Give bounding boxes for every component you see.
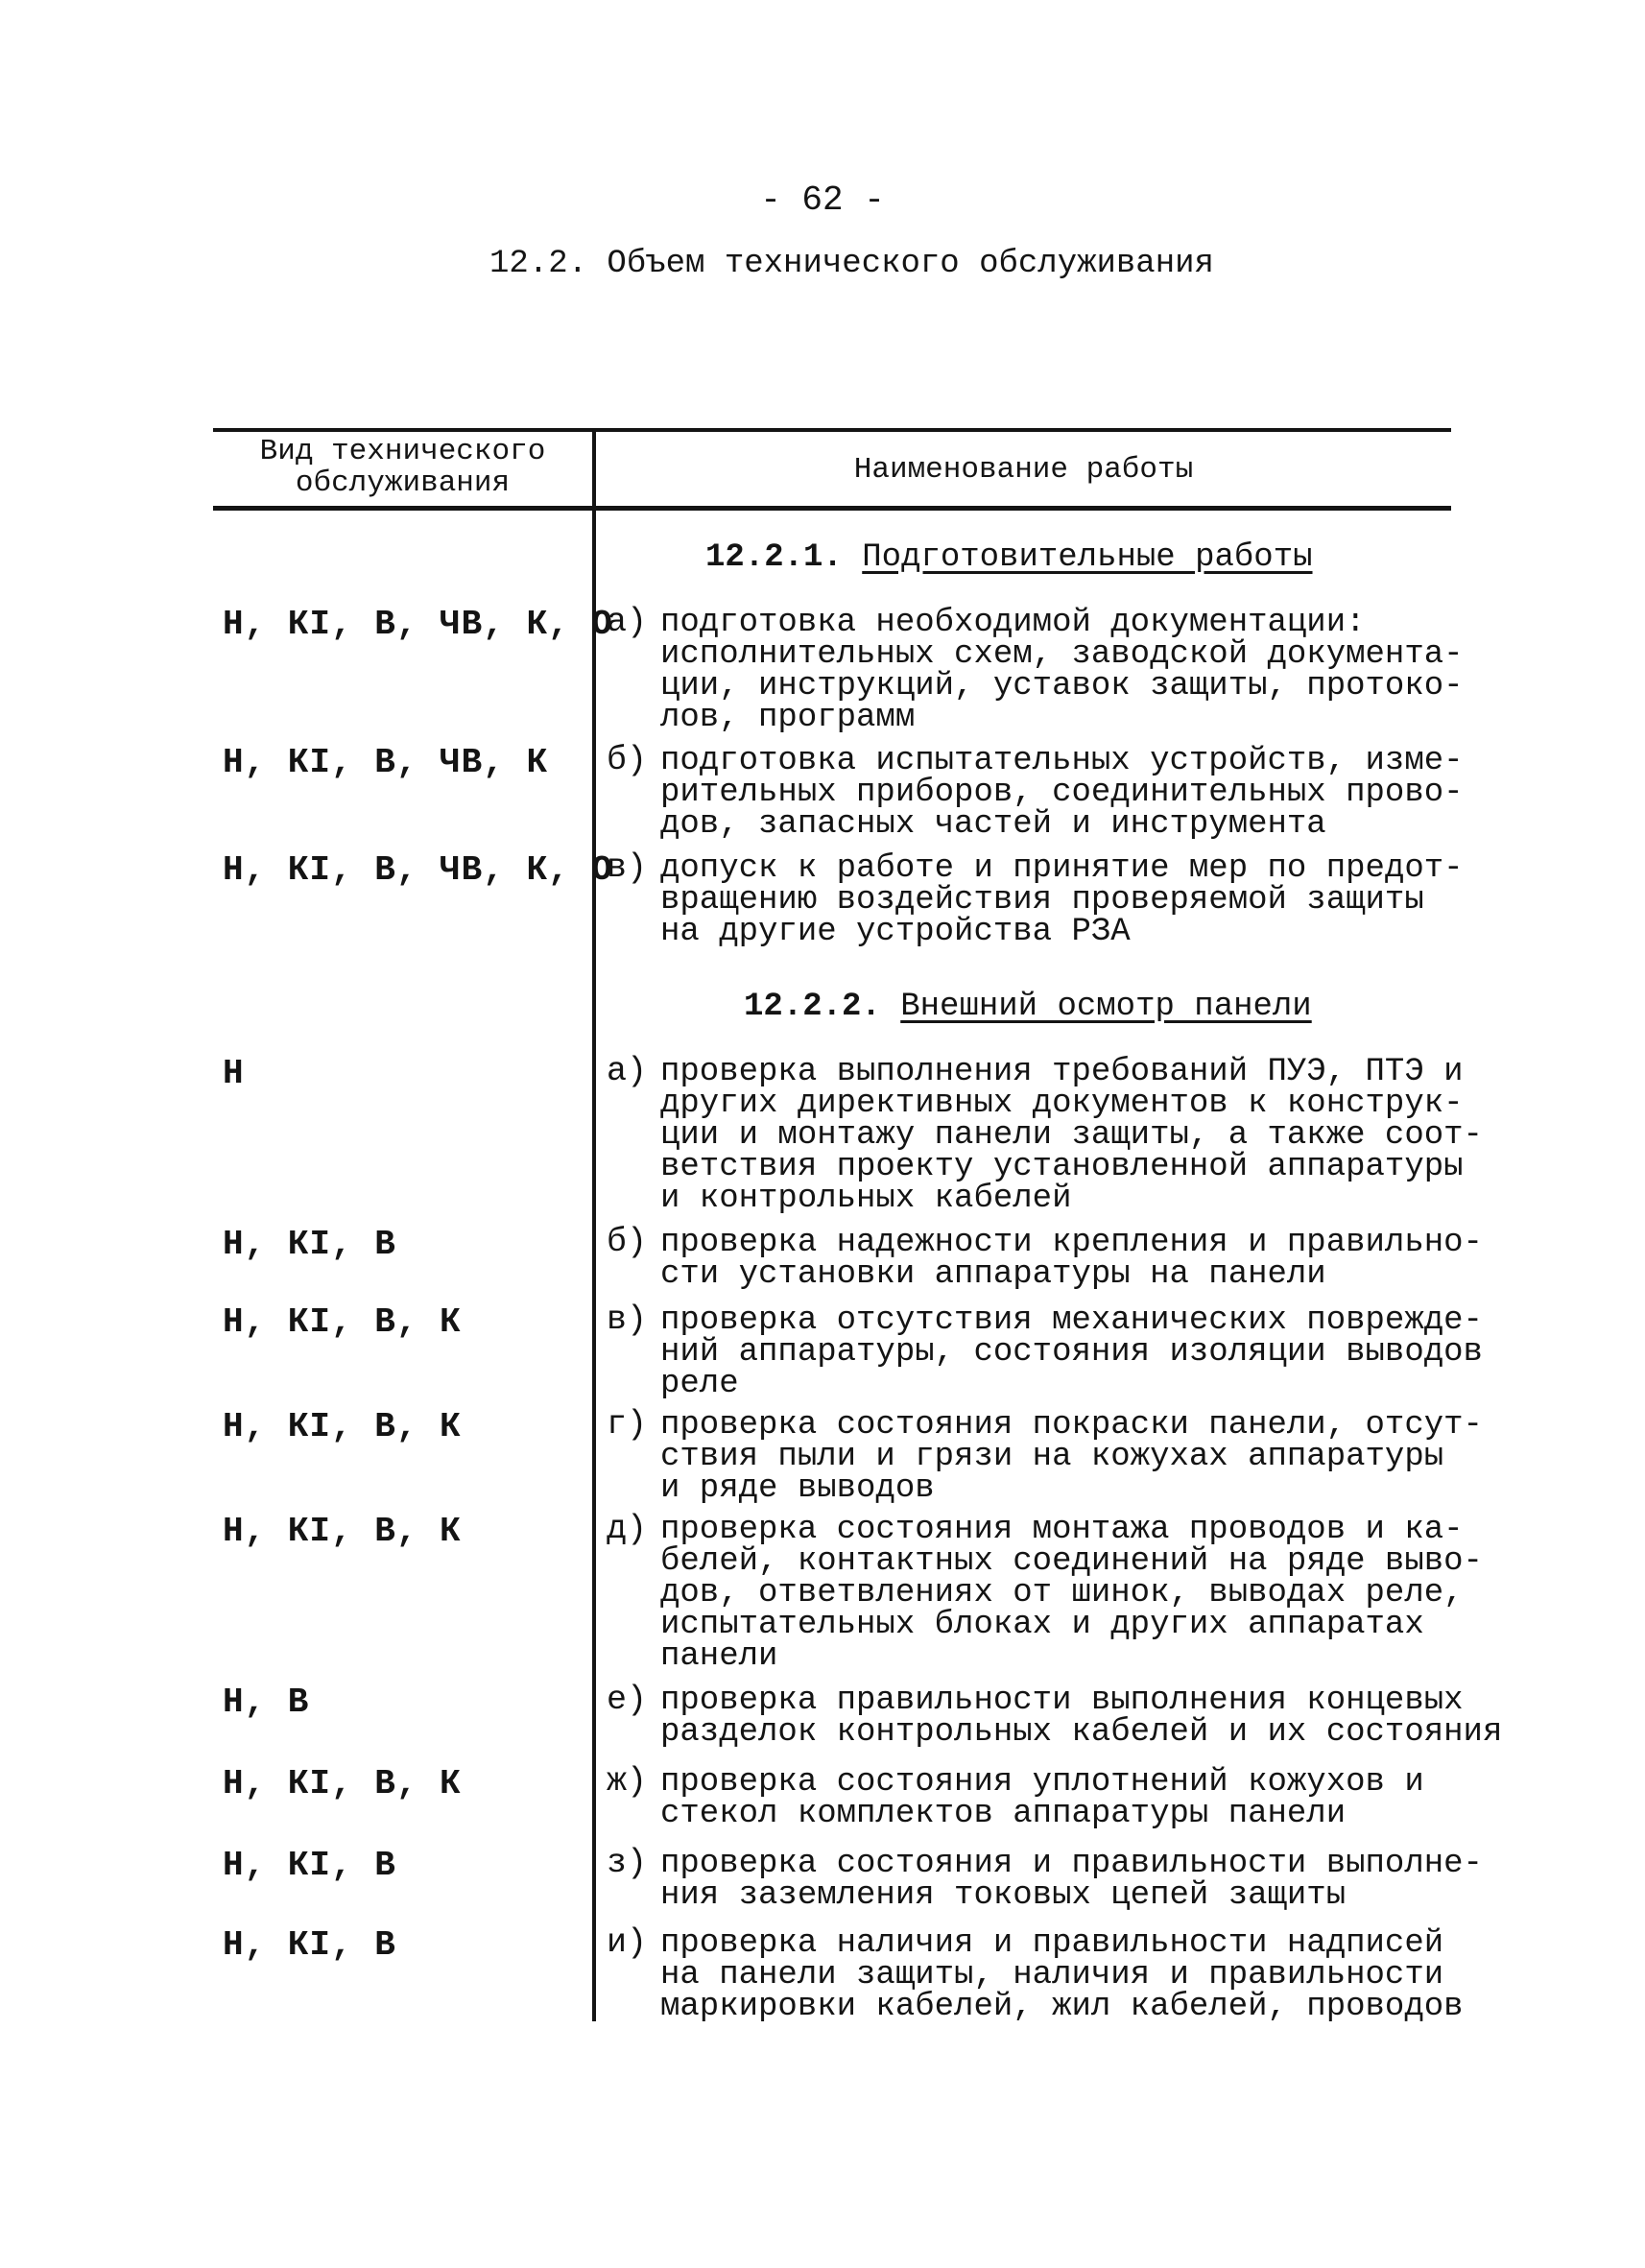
item-text-line: проверка выполнения требований ПУЭ, ПТЭ и xyxy=(660,1054,1464,1090)
work-item xyxy=(607,1844,1483,1914)
item-text-line: и контрольных кабелей xyxy=(660,1181,1072,1217)
work-item xyxy=(607,1510,1483,1675)
item-text-line: дов, запасных частей и инструмента xyxy=(660,806,1326,843)
table-column-divider xyxy=(592,428,596,2021)
item-text-line: на панели защиты, наличия и правильности xyxy=(660,1957,1444,1993)
item-text-line: проверка отсутствия механических поврежде- xyxy=(660,1302,1483,1339)
item-letter: г) xyxy=(607,1405,648,1444)
item-text-line: проверка состояния покраски панели, отсут- xyxy=(660,1407,1483,1444)
maintenance-types: Н, КI, В, К xyxy=(223,1764,462,1803)
item-letter: б) xyxy=(607,1223,648,1261)
item-letter: и) xyxy=(607,1923,648,1962)
item-text-line: ния заземления токовых цепей защиты xyxy=(660,1877,1347,1914)
item-text-line: допуск к работе и принятие мер по предот- xyxy=(660,850,1464,887)
subsection-number: 12.2.2. xyxy=(744,989,881,1025)
work-item xyxy=(607,741,1470,843)
maintenance-types: Н, КI, В xyxy=(223,1225,396,1264)
maintenance-types: Н, КI, В, К xyxy=(223,1512,462,1551)
maintenance-types: Н, КI, В xyxy=(223,1846,396,1885)
work-item xyxy=(607,1052,1483,1217)
item-text-line: проверка правильности выполнения концевых xyxy=(660,1683,1464,1719)
item-text-line: маркировки кабелей, жил кабелей, проводов xyxy=(660,1989,1464,2025)
item-text-line: подготовка испытательных устройств, изме- xyxy=(660,743,1464,779)
item-text-line: ний аппаратуры, состояния изоляции выводов xyxy=(660,1334,1483,1371)
item-text-line: подготовка необходимой документации: xyxy=(660,605,1366,641)
item-text-line: и ряде выводов xyxy=(660,1470,935,1507)
item-text-line: других директивных документов к конструк- xyxy=(660,1086,1464,1122)
item-text-line: на другие устройства РЗА xyxy=(660,914,1131,950)
item-text-line: рительных приборов, соединительных прово- xyxy=(660,775,1464,811)
work-item xyxy=(607,603,1470,736)
item-text-line: сти установки аппаратуры на панели xyxy=(660,1256,1326,1293)
item-letter: а) xyxy=(607,1052,648,1090)
item-text-line: проверка состояния уплотнений кожухов и xyxy=(660,1764,1424,1801)
subsection-heading xyxy=(744,989,1312,1025)
item-letter: б) xyxy=(607,741,648,779)
page-number: - 62 - xyxy=(760,180,885,220)
maintenance-types: Н, КI, В, К xyxy=(223,1302,462,1342)
work-item xyxy=(607,1762,1470,1832)
subsection-title: Внешний осмотр панели xyxy=(900,989,1312,1025)
item-letter: в) xyxy=(607,1301,648,1339)
work-item xyxy=(607,1301,1483,1402)
maintenance-types: Н, В xyxy=(223,1683,310,1722)
work-item xyxy=(607,1223,1483,1293)
column-header-maintenance-type xyxy=(213,436,592,499)
item-text-line: дов, ответвлениях от шинок, выводах реле, xyxy=(660,1575,1464,1611)
item-text-line: лов, программ xyxy=(660,700,916,736)
item-letter: з) xyxy=(607,1844,648,1882)
item-letter: ж) xyxy=(607,1762,648,1801)
maintenance-types: Н xyxy=(223,1054,245,1093)
maintenance-types: Н, КI, В, ЧВ, К, О xyxy=(223,850,613,890)
item-text-line: реле xyxy=(660,1366,739,1402)
item-text-line: испытательных блоках и других аппаратах xyxy=(660,1607,1424,1643)
maintenance-types: Н, КI, В, ЧВ, К xyxy=(223,743,549,782)
subsection-heading xyxy=(705,539,1313,576)
item-text-line: проверка состояния монтажа проводов и ка- xyxy=(660,1512,1464,1548)
item-text-line: проверка наличия и правильности надписей xyxy=(660,1925,1444,1962)
item-text-line: ствия пыли и грязи на кожухах аппаратуры xyxy=(660,1439,1444,1475)
item-letter: е) xyxy=(607,1681,648,1719)
section-title: 12.2. Объем технического обслуживания xyxy=(489,246,1214,282)
item-text-line: стекол комплектов аппаратуры панели xyxy=(660,1796,1347,1832)
item-text-line: ции, инструкций, уставок защиты, протоко- xyxy=(660,668,1464,704)
column-header-line: Вид технического xyxy=(259,435,546,468)
item-text-line: вращению воздействия проверяемой защиты xyxy=(660,882,1424,919)
item-text-line: ции и монтажу панели защиты, а также соот- xyxy=(660,1117,1483,1154)
item-text-line: разделок контрольных кабелей и их состояния xyxy=(660,1714,1503,1751)
item-text-line: проверка надежности крепления и правильно- xyxy=(660,1225,1483,1261)
work-item xyxy=(607,1681,1503,1751)
maintenance-types: Н, КI, В, К xyxy=(223,1407,462,1446)
work-item xyxy=(607,1923,1470,2025)
work-item xyxy=(607,848,1470,950)
column-header-line: обслуживания xyxy=(295,466,511,500)
maintenance-types: Н, КI, В xyxy=(223,1925,396,1965)
item-letter: а) xyxy=(607,603,648,641)
item-text-line: ветствия проекту установленной аппаратуры xyxy=(660,1149,1464,1185)
item-text-line: белей, контактных соединений на ряде выво- xyxy=(660,1543,1483,1580)
item-letter: в) xyxy=(607,848,648,887)
item-text-line: исполнительных схем, заводской документа- xyxy=(660,636,1464,673)
item-text-line: панели xyxy=(660,1638,778,1675)
subsection-number: 12.2.1. xyxy=(705,539,843,576)
work-item xyxy=(607,1405,1483,1507)
subsection-title: Подготовительные работы xyxy=(862,539,1313,576)
table-header-rule xyxy=(213,506,1451,511)
table-top-rule xyxy=(213,428,1451,432)
item-text-line: проверка состояния и правильности выполне- xyxy=(660,1846,1483,1882)
column-header-work-name: Наименование работы xyxy=(853,453,1194,487)
item-letter: д) xyxy=(607,1510,648,1548)
maintenance-types: Н, КI, В, ЧВ, К, О xyxy=(223,605,613,644)
